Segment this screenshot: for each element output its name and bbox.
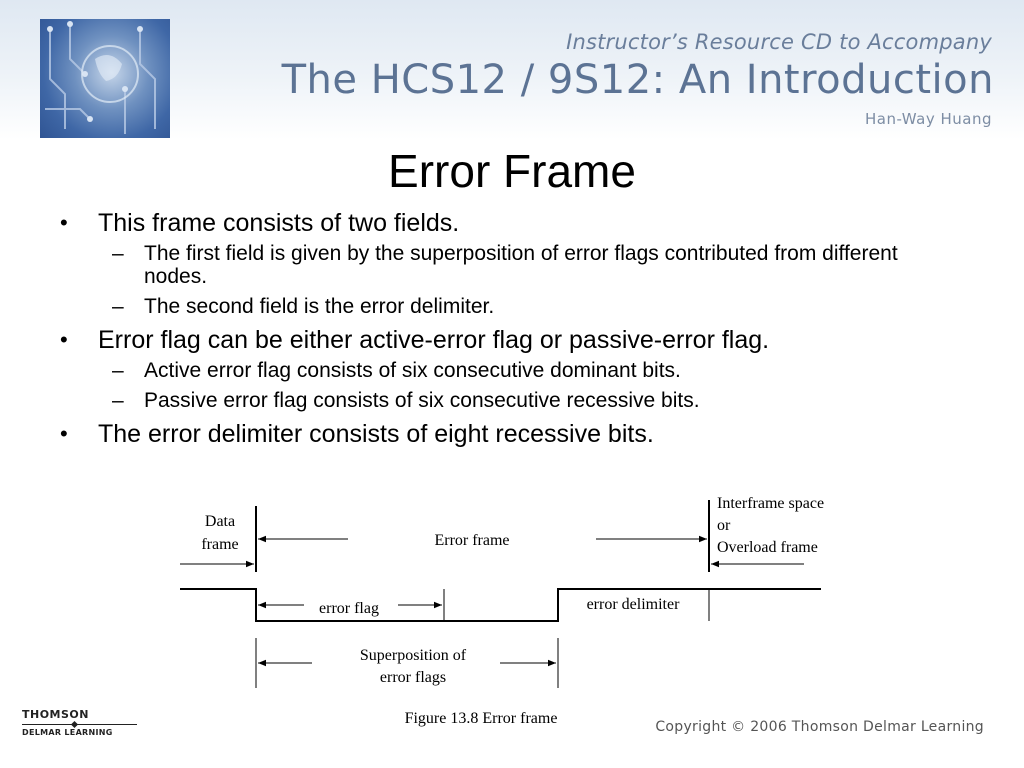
bullet-list <box>60 208 960 453</box>
interframe-label: Interframe space <box>717 495 825 512</box>
overload-frame-label: Overload frame <box>717 539 818 556</box>
book-author: Han-Way Huang <box>865 110 992 128</box>
book-title: The HCS12 / 9S12: An Introduction <box>281 57 994 103</box>
publisher-logo <box>22 708 137 737</box>
bullet-item: • The error delimiter consists of eight recessive bits. <box>60 419 960 449</box>
circuit-globe-icon <box>40 19 170 138</box>
sub-bullet-item: – The first field is given by the superposition of error flags contributed from different nodes. <box>60 242 960 288</box>
superposition-label: Superposition of <box>359 647 467 664</box>
error-flag-label: error flag <box>319 600 379 617</box>
publisher-name: THOMSON <box>22 708 89 721</box>
publisher-divider <box>22 724 137 725</box>
sub-bullet-item: – Passive error flag consists of six consecutive recessive bits. <box>60 389 960 412</box>
publisher-imprint: DELMAR LEARNING <box>22 728 113 737</box>
error-delimiter-label: error delimiter <box>586 596 680 613</box>
book-subtitle: Instructor’s Resource CD to Accompany <box>566 30 992 54</box>
sub-bullet-item: – Active error flag consists of six consecutive dominant bits. <box>60 359 960 382</box>
bullet-item: • This frame consists of two fields. <box>60 208 960 238</box>
slide-title: Error Frame <box>388 145 636 197</box>
bullet-item: • Error flag can be either active-error flag or passive-error flag. <box>60 325 960 355</box>
data-frame-label: Data <box>204 513 236 530</box>
book-cover-logo <box>40 19 170 138</box>
error-frame-label: Error frame <box>434 532 510 549</box>
sub-bullet-item: – The second field is the error delimiter. <box>60 295 960 318</box>
copyright-notice: Copyright © 2006 Thomson Delmar Learning <box>655 719 984 735</box>
figure-caption: Figure 13.8 Error frame <box>404 710 558 727</box>
error-frame-diagram <box>170 488 870 698</box>
superposition-label: error flags <box>379 669 447 686</box>
data-frame-label: frame <box>201 536 239 553</box>
interframe-label: or <box>717 517 731 534</box>
